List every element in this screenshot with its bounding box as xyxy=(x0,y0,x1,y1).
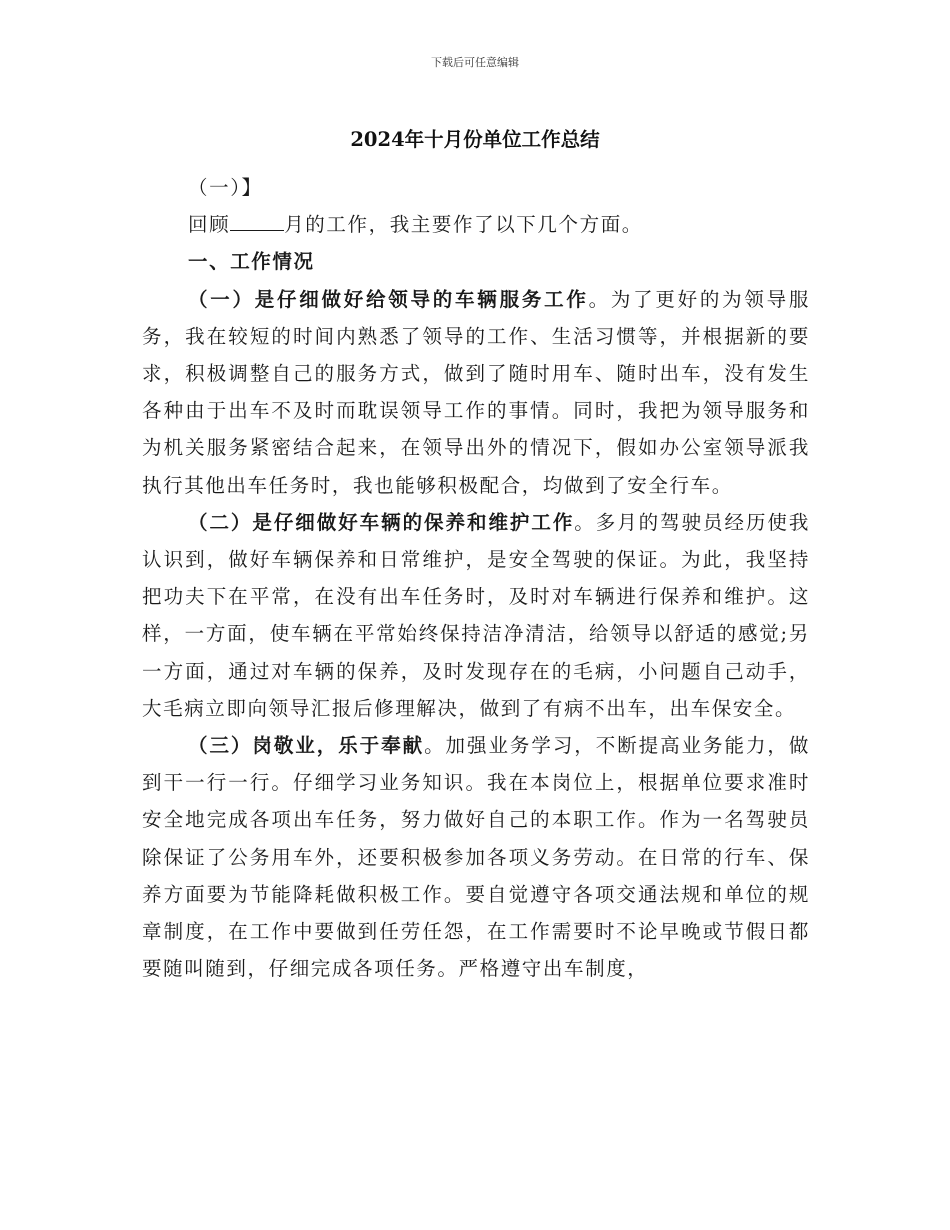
paragraph-lead-3: （三）岗敬业，乐于奉献 xyxy=(188,734,425,758)
body-paragraph-3 xyxy=(142,727,810,987)
body-paragraph-1 xyxy=(142,281,810,504)
page-header-note: 下载后可任意编辑 xyxy=(431,56,519,69)
intro-text-before: 回顾 xyxy=(188,213,231,237)
body-paragraph-2 xyxy=(142,504,810,727)
document-body xyxy=(142,169,810,987)
paragraph-lead-1: （一）是仔细做好给领导的车辆服务工作 xyxy=(188,287,589,311)
document-title: 2024年十月份单位工作总结 xyxy=(350,128,600,151)
intro-text-after: 月的工作，我主要作了以下几个方面。 xyxy=(284,213,643,237)
paragraph-lead-2: （二）是仔细做好车辆的保养和维护工作 xyxy=(188,510,575,534)
paragraph-text-3: 。加强业务学习，不断提高业务能力，做到干一行一行。仔细学习业务知识。我在本岗位上，根据单位要求准时安全地完成各项出车任务，努力做好自己的本职工作。作为一名驾驶员除保证了公务用车外，还要积极参加各项义务劳动。在日常的行车、保养方面要为节能降耗做积极工作。要自觉遵守各项交通法规和单位的规章制度，在工作中要做到任劳任怨，在工作需要时不论早晚或节假日都要随叫随到，仔细完成各项任务。严格遵守出车制度， xyxy=(142,734,810,981)
paragraph-text-2: 。多月的驾驶员经历使我认识到，做好车辆保养和日常维护，是安全驾驶的保证。为此，我坚持把功夫下在平常，在没有出车任务时，及时对车辆进行保养和维护。这样，一方面，使车辆在平常始终保持洁净清洁，给领导以舒适的感觉;另一方面，通过对车辆的保养，及时发现存在的毛病，小问题自己动手，大毛病立即向领导汇报后修理解决，做到了有病不出车，出车保安全。 xyxy=(142,510,810,720)
section-heading: 一、工作情况 xyxy=(188,250,315,274)
intro-paragraph xyxy=(142,206,810,243)
paragraph-text-1: 。为了更好的为领导服务，我在较短的时间内熟悉了领导的工作、生活习惯等，并根据新的要求，积极调整自己的服务方式，做到了随时用车、随时出车，没有发生各种由于出车不及时而耽误领导工作的事情。同时，我把为领导服务和为机关服务紧密结合起来，在领导出外的情况下，假如办公室领导派我执行其他出车任务时，我也能够积极配合，均做到了安全行车。 xyxy=(142,287,810,497)
fill-in-blank xyxy=(230,213,284,231)
part-label: （一）】 xyxy=(188,176,263,199)
